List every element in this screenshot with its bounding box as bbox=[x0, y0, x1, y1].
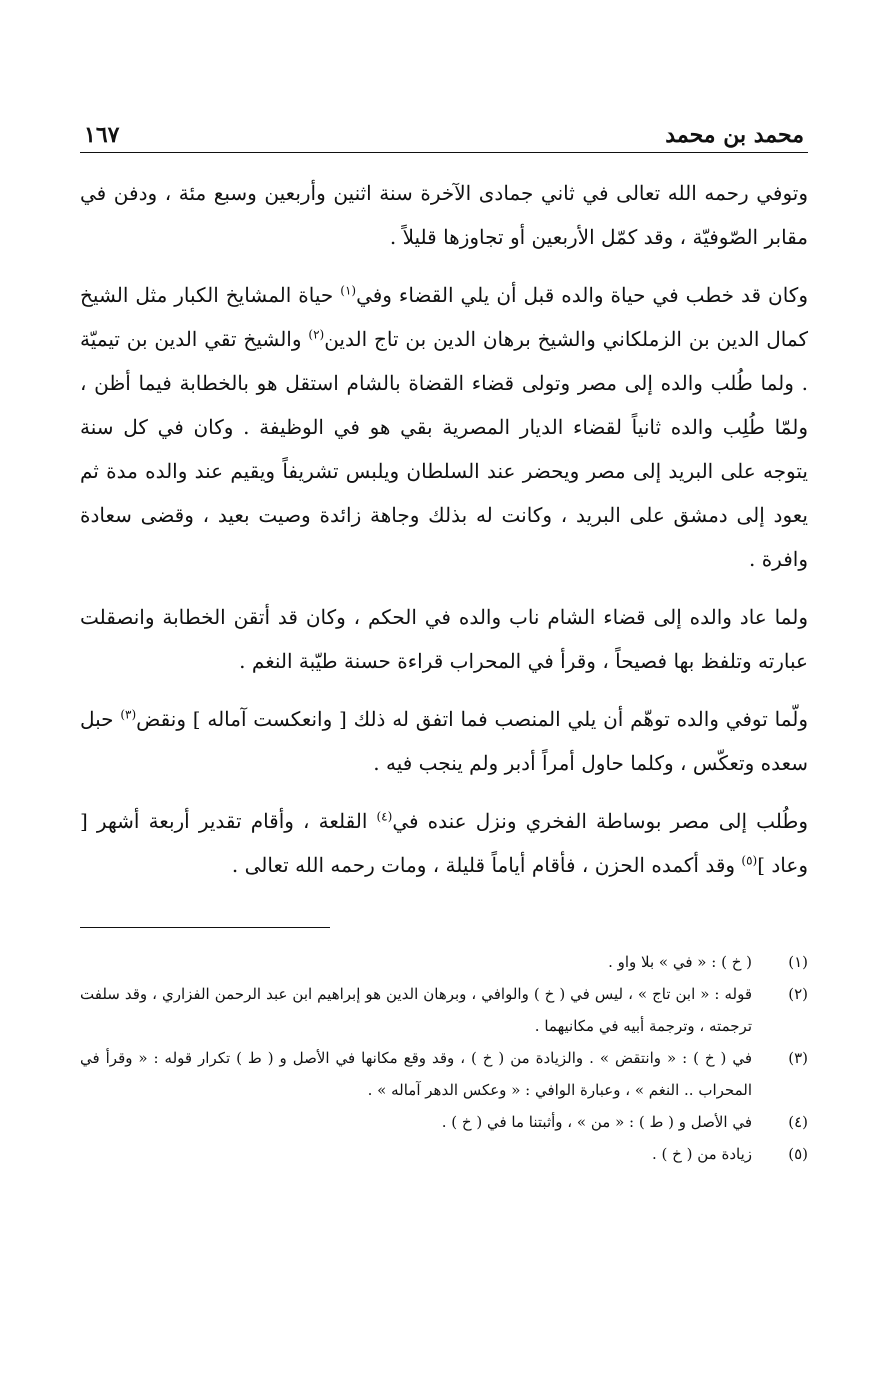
footnote bbox=[80, 1138, 808, 1170]
running-title: محمد بن محمد bbox=[665, 122, 804, 148]
footnote-number: (٣) bbox=[788, 1049, 808, 1067]
footnote-number: (٥) bbox=[788, 1145, 808, 1163]
page-header bbox=[80, 110, 808, 148]
footnote-text: قوله : « ابن تاج » ، ليس في ( خ ) والوافي ، وبرهان الدين هو إبراهيم ابن عبد الرحمن الفزاري ، وقد سلفت ترجمته ، وترجمة أبيه في مكانيهما . bbox=[80, 985, 752, 1035]
footnote-ref[interactable]: (١) bbox=[340, 283, 357, 298]
paragraph-text: حياة المشايخ الكبار مثل الشيخ كمال الدين بن الزملكاني والشيخ برهان الدين بن تاج الدين bbox=[80, 283, 808, 351]
paragraph-text: ولّما توفي والده توهّم أن يلي المنصب فما اتفق له ذلك [ وانعكست آماله ] ونقض bbox=[136, 707, 809, 731]
footnote-text: زيادة من ( خ ) . bbox=[652, 1145, 752, 1163]
footnote-text: في ( خ ) : « وانتقض » . والزيادة من ( خ ) ، وقد وقع مكانها في الأصل و ( ط ) تكرار قوله : « وقرأ في المحراب .. النغم » ، وعبارة الوافي : « وعكس الدهر آماله » . bbox=[80, 1049, 752, 1099]
footnotes bbox=[80, 946, 808, 1170]
paragraph-text: ولما عاد والده إلى قضاء الشام ناب والده في الحكم ، وكان قد أتقن الخطابة وانصقلت عبارته وتلفظ بها فصيحاً ، وقرأ في المحراب قراءة حسنة طيّبة النغم . bbox=[80, 605, 808, 673]
paragraph bbox=[80, 273, 808, 581]
paragraph bbox=[80, 799, 808, 887]
footnote-ref[interactable]: (٥) bbox=[741, 853, 758, 868]
paragraph bbox=[80, 595, 808, 683]
footnote-ref[interactable]: (٢) bbox=[308, 327, 325, 342]
footnote bbox=[80, 1042, 808, 1106]
footnote-ref[interactable]: (٣) bbox=[120, 707, 137, 722]
paragraph-text: وطُلب إلى مصر بوساطة الفخري ونزل عنده في bbox=[392, 809, 808, 833]
footnote-divider bbox=[80, 927, 330, 928]
paragraph-text: وقد أكمده الحزن ، فأقام أياماً قليلة ، ومات رحمه الله تعالى . bbox=[231, 853, 742, 877]
footnote bbox=[80, 1106, 808, 1138]
footnote-number: (٤) bbox=[788, 1113, 808, 1131]
paragraph-text: وتوفي رحمه الله تعالى في ثاني جمادى الآخرة سنة اثنين وأربعين وسبع مئة ، ودفن في مقابر الصّوفيّة ، وقد كمّل الأربعين أو تجاوزها قليلاً . bbox=[80, 181, 808, 249]
paragraph bbox=[80, 171, 808, 259]
footnote-ref[interactable]: (٤) bbox=[376, 809, 393, 824]
footnote-number: (١) bbox=[788, 953, 808, 971]
main-text bbox=[80, 171, 808, 887]
book-page bbox=[80, 110, 808, 1170]
footnote bbox=[80, 946, 808, 978]
paragraph-text: القلعة ، وأقام تقدير أربعة أشهر [ وعاد ] bbox=[80, 809, 808, 877]
footnote-text: في الأصل و ( ط ) : « من » ، وأثبتنا ما في ( خ ) . bbox=[441, 1113, 752, 1131]
footnote-text: ( خ ) : « في » بلا واو . bbox=[608, 953, 752, 971]
paragraph-text: والشيخ تقي الدين بن تيميّة . ولما طُلب والده إلى مصر وتولى قضاء القضاة بالشام استقل هو بالخطابة فيما أظن ، ولمّا طُلِب والده ثانياً لقضاء الديار المصرية بقي هو في الوظيفة . وكان في كل سنة يتوجه على البريد إلى مصر ويحضر عند السلطان ويلبس تشريفاً ويقيم عند والده مدة ثم يعود إلى دمشق على البريد ، وكانت له بذلك وجاهة زائدة وصيت بعيد ، وقضى سعادة وافرة . bbox=[80, 327, 808, 571]
page-number: ١٦٧ bbox=[84, 122, 120, 148]
paragraph bbox=[80, 697, 808, 785]
paragraph-text: حبل سعده وتعكّس ، وكلما حاول أمراً أدبر ولم ينجب فيه . bbox=[80, 707, 808, 775]
paragraph-text: وكان قد خطب في حياة والده قبل أن يلي القضاء وفي bbox=[356, 283, 808, 307]
header-divider bbox=[80, 152, 808, 153]
footnote-number: (٢) bbox=[788, 985, 808, 1003]
footnote bbox=[80, 978, 808, 1042]
